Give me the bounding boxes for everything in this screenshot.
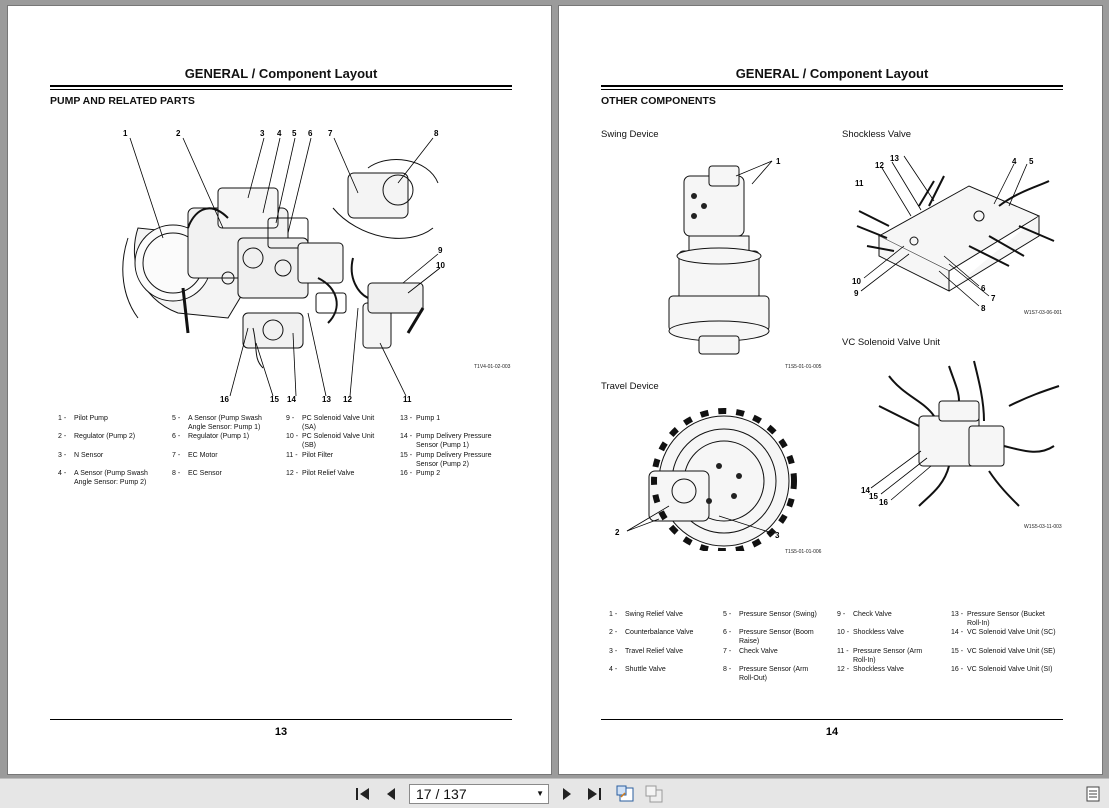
page-number: 14 bbox=[825, 726, 839, 738]
callout-3: 3 bbox=[260, 129, 265, 138]
page-number: 13 bbox=[274, 726, 288, 738]
svg-text:10: 10 bbox=[852, 277, 861, 286]
callout-10: 10 bbox=[436, 261, 445, 270]
svg-text:3: 3 bbox=[775, 531, 780, 540]
callout-8: 8 bbox=[434, 129, 439, 138]
continuous-icon[interactable] bbox=[643, 785, 665, 803]
callout-13: 13 bbox=[322, 395, 331, 404]
chevron-down-icon[interactable]: ▼ bbox=[536, 789, 544, 798]
shockless-valve-label: Shockless Valve bbox=[842, 129, 911, 140]
callout-14: 14 bbox=[287, 395, 296, 404]
pump-diagram bbox=[68, 118, 528, 408]
footer-rule bbox=[50, 719, 512, 720]
prev-page-icon[interactable] bbox=[382, 785, 400, 803]
callout-16: 16 bbox=[220, 395, 229, 404]
svg-text:11: 11 bbox=[855, 179, 864, 188]
travel-figure-code: T1S5-01-01-006 bbox=[785, 549, 822, 555]
callout-15: 15 bbox=[270, 395, 279, 404]
section-heading: PUMP AND RELATED PARTS bbox=[50, 95, 195, 107]
callout-6: 6 bbox=[308, 129, 313, 138]
page-number-input[interactable] bbox=[409, 784, 549, 804]
svg-text:2: 2 bbox=[615, 528, 620, 537]
page-13 bbox=[7, 5, 552, 775]
footer-rule bbox=[601, 719, 1063, 720]
sidebar-panel-icon[interactable] bbox=[1084, 785, 1102, 803]
title-rule bbox=[50, 85, 512, 87]
next-page-icon[interactable] bbox=[558, 785, 576, 803]
svg-text:14: 14 bbox=[861, 486, 870, 495]
svg-text:9: 9 bbox=[854, 289, 859, 298]
svg-text:12: 12 bbox=[875, 161, 884, 170]
section-heading: OTHER COMPONENTS bbox=[601, 95, 716, 107]
svg-text:16: 16 bbox=[879, 498, 888, 507]
title-rule-thin bbox=[50, 89, 512, 90]
callout-7: 7 bbox=[328, 129, 333, 138]
callout-2: 2 bbox=[176, 129, 181, 138]
travel-device-diagram bbox=[609, 401, 839, 551]
page-title: GENERAL / Component Layout bbox=[735, 66, 929, 81]
swing-callout-1: 1 bbox=[776, 157, 781, 166]
first-page-icon[interactable] bbox=[354, 785, 372, 803]
page-title: GENERAL / Component Layout bbox=[184, 66, 378, 81]
shockless-figure-code: W1S7-03-06-001 bbox=[1024, 310, 1063, 316]
components-legend: 1 - Swing Relief Valve 2 - Counterbalance Valve 3 - Travel Relief Valve 4 - Shuttle Valve 5 - Pressure Sensor (Swing) 6 - Pressure Sensor (Boom Raise) 7 - Check Valve 8 - Pressure Sensor (Arm Roll-Out) 9 - Check Valve 10 - Shockless Valve 11 - Pressure Sensor (Arm Roll-In) 12 - Shockless Valve 13 - Pressure Sensor (Bucket Roll-In) 14 - VC Solenoid Valve Unit (SC) 15 - VC Solenoid Valve Unit (SE) 16 - VC Solenoid Valve Unit (SI) bbox=[609, 611, 1056, 682]
vc-solenoid-diagram bbox=[859, 356, 1064, 521]
swing-device-diagram bbox=[654, 146, 834, 366]
svg-text:6: 6 bbox=[981, 284, 986, 293]
vc-figure-code: W1S5-03-11-003 bbox=[1024, 524, 1062, 530]
shockless-valve-diagram bbox=[849, 146, 1064, 316]
svg-text:8: 8 bbox=[981, 304, 986, 313]
svg-text:15: 15 bbox=[869, 492, 878, 501]
travel-device-label: Travel Device bbox=[601, 381, 659, 392]
callout-5: 5 bbox=[292, 129, 297, 138]
vc-solenoid-label: VC Solenoid Valve Unit bbox=[842, 337, 941, 348]
svg-text:7: 7 bbox=[991, 294, 996, 303]
svg-text:5: 5 bbox=[1029, 157, 1034, 166]
parts-legend: 1 - Pilot Pump 2 - Regulator (Pump 2) 3 - N Sensor 4 - A Sensor (Pump Swash Angle Sensor: Pump 2) 5 - A Sensor (Pump Swash Angle Sensor: Pump 1) 6 - Regulator (Pump 1) 7 - EC Motor 8 - EC Sensor 9 - PC Solenoid Valve Unit (SA) 10 - PC Solenoid Valve Unit (SB) 11 - Pilot Filter 12 - Pilot Relief Valve 13 - Pump 1 14 - Pump Delivery Pressure Sensor (Pump 1) 15 - Pump Delivery Pressure Sensor (Pump 2) 16 - Pump 2 bbox=[58, 415, 492, 486]
callout-12: 12 bbox=[343, 395, 352, 404]
callout-1: 1 bbox=[123, 129, 128, 138]
callout-9: 9 bbox=[438, 246, 443, 255]
navigation-toolbar bbox=[0, 778, 1109, 808]
fit-page-icon[interactable] bbox=[614, 785, 636, 803]
page-14 bbox=[558, 5, 1103, 775]
title-rule-thin bbox=[601, 89, 1063, 90]
svg-text:4: 4 bbox=[1012, 157, 1017, 166]
callout-4: 4 bbox=[277, 129, 282, 138]
title-rule bbox=[601, 85, 1063, 87]
swing-figure-code: T1S5-01-01-005 bbox=[785, 364, 822, 370]
figure-code: T1V4-01-02-003 bbox=[474, 364, 511, 370]
callout-11: 11 bbox=[403, 395, 412, 404]
svg-text:13: 13 bbox=[890, 154, 899, 163]
swing-device-label: Swing Device bbox=[601, 129, 659, 140]
last-page-icon[interactable] bbox=[585, 785, 603, 803]
page-indicator-text: 17 / 137 bbox=[416, 786, 467, 802]
